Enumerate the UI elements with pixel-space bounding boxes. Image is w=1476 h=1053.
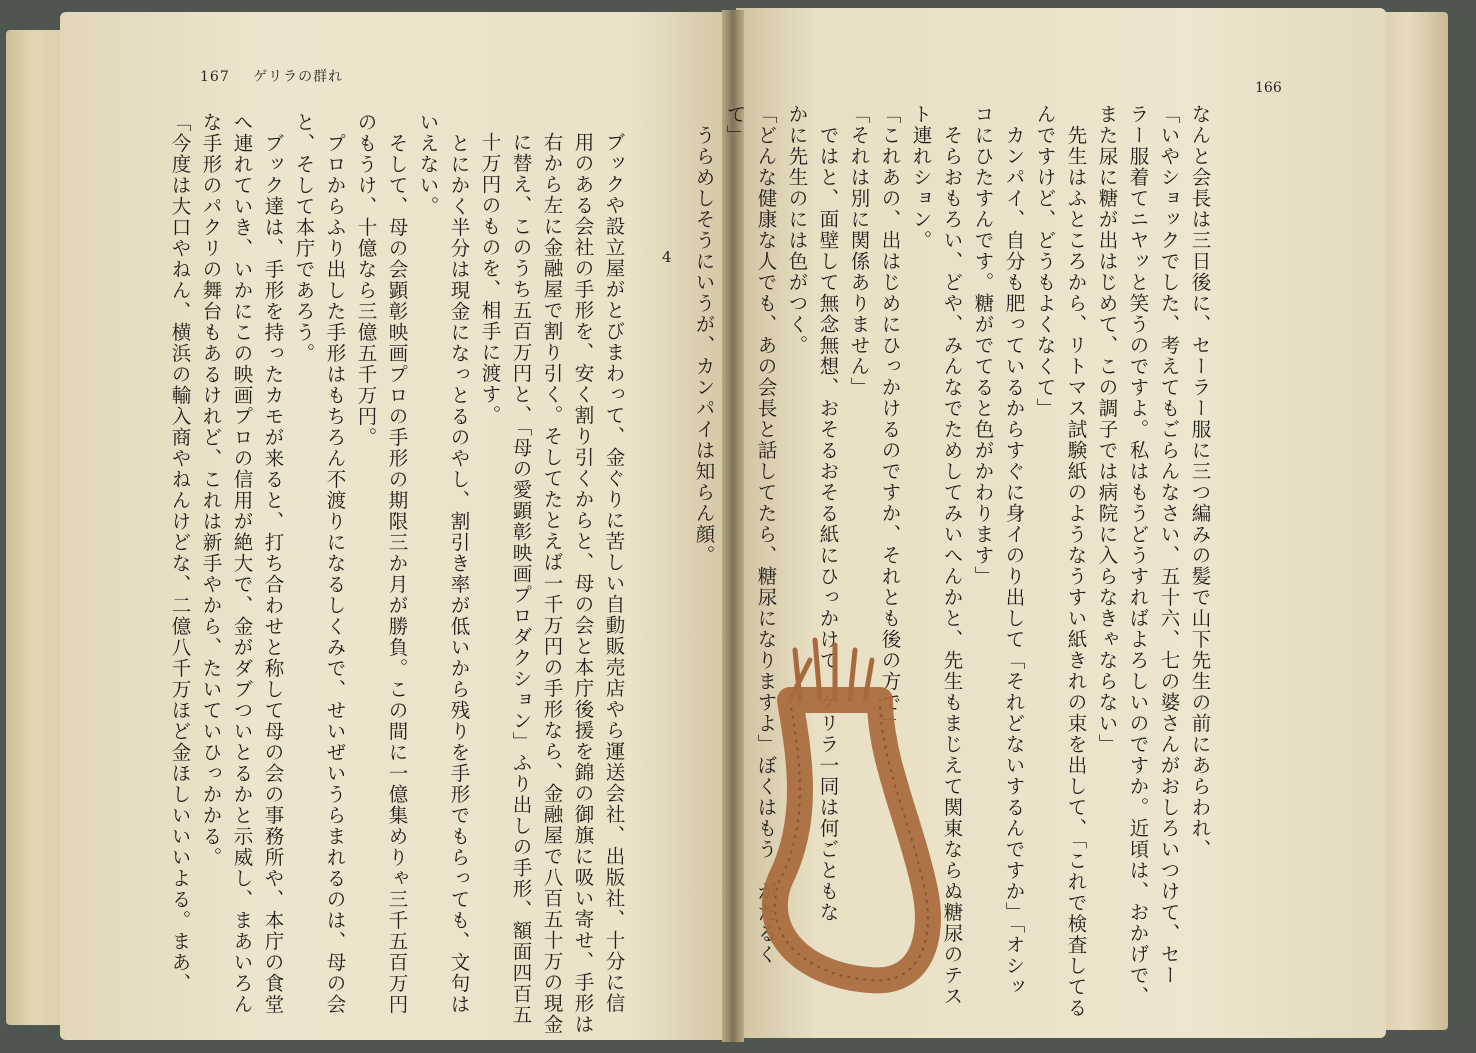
right-text-column: また尿に糖が出はじめて、この調子では病院に入らなきゃならない」: [1095, 104, 1119, 755]
right-page-number: 166: [1255, 80, 1282, 96]
right-text-column: ではと、面壁して無念無想、おそるおそる紙にひっかけて、ゲリラ一同は何ごともな: [816, 104, 840, 923]
right-text-column: 「いやショックでした、考えてもごらんなさい、五十六、七の婆さんがおしろいつけて、セー: [1157, 104, 1181, 986]
chapter-number: 4: [662, 248, 672, 266]
left-text-column: とにかく半分は現金になっとるのやし、割引き率が低いから残りを手形でもらっても、文句は: [447, 112, 471, 1015]
right-text-column: うらめしそうにいうが、カンパイは知らん顔。: [692, 104, 716, 566]
left-text-column: 右から左に金融屋で割り引く。そしてたとえば一千万円の手形なら、金融屋で八百五十万の現金: [540, 132, 564, 1035]
left-text-column: 用のある会社の手形を、安く割り引くからと、母の会と本庁後援を錦の御旗に吸い寄せ、手形は: [571, 132, 595, 1035]
left-text-column: そして、母の会顕彰映画プロの手形の期限三か月が勝負。この間に一億集めりゃ三千五百万円: [385, 112, 409, 1015]
left-page-number: 167: [200, 69, 230, 85]
right-text-column: 「これあの、出はじめにひっかけるのですか、それとも後の方で」: [878, 104, 902, 734]
left-text-column: ブック達は、手形を持ったカモが来ると、打ち合わせと称して母の会の事務所や、本庁の食堂: [261, 112, 285, 1015]
left-text-column: に替え、このうち五百万円と、「母の愛顕彰映画プロダクション」ふり出しの手形、額面四百五: [509, 132, 533, 1026]
left-text-column: 「今度は大口やねん、横浜の輸入商やねんけどな、二億八千万ほど金ほしいいいよる。まあ、: [168, 112, 192, 994]
left-page-header: [200, 66, 343, 86]
running-title: ゲリラの群れ: [253, 69, 344, 85]
left-text-column: 十万円のものを、相手に渡す。: [478, 132, 502, 426]
left-text-column: プロからふり出した手形はもちろん不渡りになるしくみで、せいぜいうらまれるのは、母の会: [323, 112, 347, 1015]
right-text-column: コにひたすんです。糖がでてると色がかわります」: [971, 104, 995, 587]
right-text-column: 「どんな健康な人でも、あの会長と話してたら、糖尿になりますよ」ぼくはもう がだるく: [754, 104, 778, 965]
right-text-column: ラー服着てニヤッと笑うのですよ。私はもうどうすればよろしいのですか。近頃は、おかげで、: [1126, 104, 1150, 1007]
left-text-column: のもうけ、十億なら三億五千万円。: [354, 112, 378, 448]
left-text-column: いえない。: [416, 112, 440, 217]
right-text-column: 「それは別に関係ありません」: [847, 104, 871, 398]
book-gutter: [722, 10, 747, 1042]
left-text-column: へ連れていき、いかにこの映画プロの信用が絶大で、金がダブついとるかと示威し、まあいろん: [230, 112, 254, 1015]
right-text-column: ト連れション。: [909, 104, 933, 251]
left-text-column: と、そして本庁であろう。: [292, 112, 316, 364]
right-text-column: カンパイ、自分も肥っているからすぐに身イのり出して「それどないするんですか」「オシッ: [1002, 104, 1026, 998]
right-text-column: かに先生のには色がつく。: [785, 104, 809, 356]
right-text-column: て」: [723, 104, 747, 146]
right-text-column: んですけど、どうもよくなくて」: [1033, 104, 1057, 419]
right-text-column: なんと会長は三日後に、セーラー服に三つ編みの髪で山下先生の前にあらわれ、: [1188, 104, 1212, 860]
right-text-column: そらおもろい、どや、みんなでためしてみいへんかと、先生もまじえて関東ならぬ糖尿のテス: [940, 104, 964, 1007]
left-text-column: な手形のパクリの舞台もあるけれど、これは新手やから、たいていひっかかる。: [199, 112, 223, 868]
left-text-column: ブックや設立屋がとびまわって、金ぐりに苦しい自動販売店やら運送会社、出版社、十分に信: [602, 132, 626, 1014]
right-text-column: 先生はふところから、リトマス試験紙のようなうすい紙きれの束を出して、「これで検査してる: [1064, 104, 1088, 1019]
